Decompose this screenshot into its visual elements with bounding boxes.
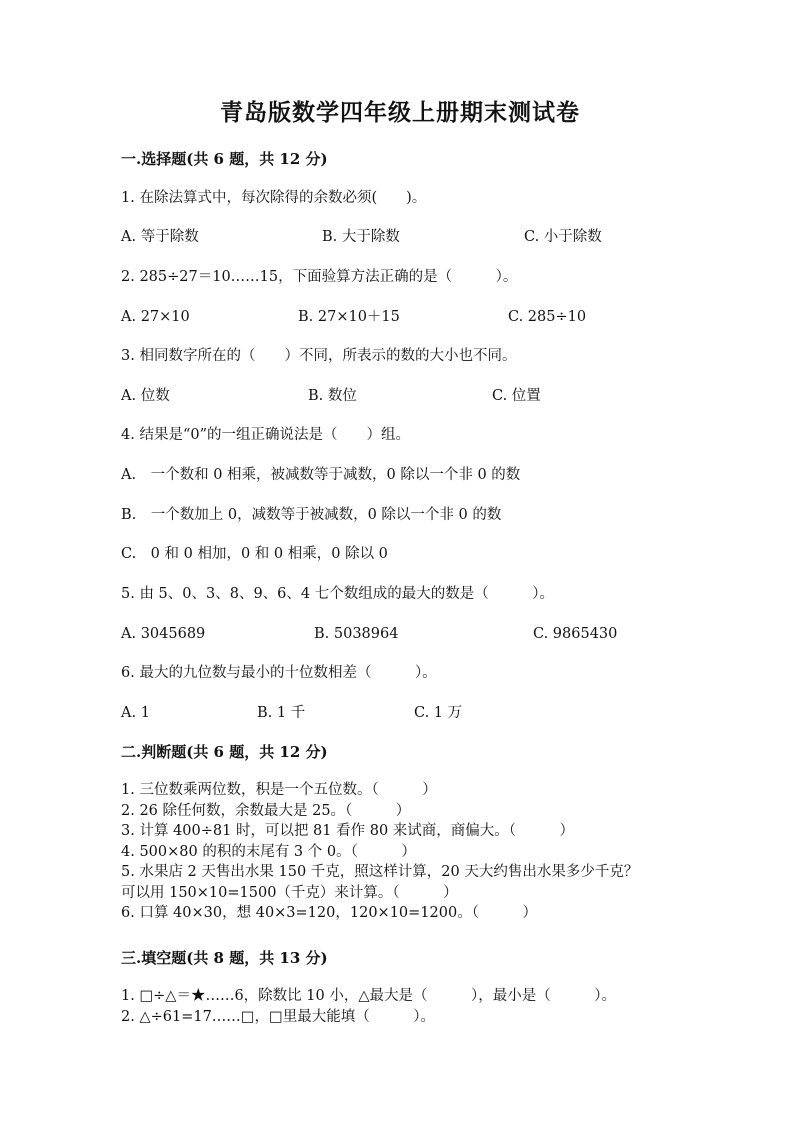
q4-option-a: A. 一个数和 0 相乘，被减数等于减数，0 除以一个非 0 的数: [121, 467, 521, 483]
page-title: 青岛版数学四年级上册期末测试卷: [220, 99, 580, 126]
q2-option-b: B. 27×10＋15: [298, 309, 400, 325]
q3-option-b: B. 数位: [308, 388, 357, 404]
q5-option-c: C. 9865430: [533, 626, 618, 642]
question-6: 6. 最大的九位数与最小的十位数相差（ ）。: [121, 665, 437, 681]
q5-option-b: B. 5038964: [314, 626, 399, 642]
question-3: 3. 相同数字所在的（ ）不同，所表示的数的大小也不同。: [121, 348, 517, 364]
judgement-list: [121, 780, 638, 924]
question-2: 2. 285÷27＝10……15，下面验算方法正确的是（ ）。: [121, 269, 518, 285]
q2-option-a: A. 27×10: [121, 309, 190, 325]
judgement-item-4: 4. 500×80 的积的末尾有 3 个 0。（ ）: [121, 843, 416, 860]
q6-option-c: C. 1 万: [414, 705, 463, 721]
fill-in-item-1: 1. □÷△＝★……6，除数比 10 小，△最大是（ ），最小是（ ）。: [121, 988, 616, 1004]
q4-option-c: C. 0 和 0 相加，0 和 0 相乘，0 除以 0: [121, 546, 388, 562]
q1-option-a: A. 等于除数: [121, 229, 199, 245]
judgement-item-6: 6. 口算 40×30，想 40×3=120，120×10=1200。（ ）: [121, 905, 537, 921]
judgement-item-5-cont: 可以用 150×10=1500（千克）来计算。（ ）: [121, 884, 458, 901]
q3-option-a: A. 位数: [121, 388, 170, 404]
fill-in-list: [121, 986, 616, 1028]
fill-in-item-2: 2. △÷61=17……□，□里最大能填（ ）。: [121, 1009, 435, 1025]
question-5: 5. 由 5、0、3、8、9、6、4 七个数组成的最大的数是（ ）。: [121, 586, 554, 602]
question-1: 1. 在除法算式中，每次除得的余数必须( )。: [121, 190, 427, 206]
q4-option-b: B. 一个数加上 0，减数等于被减数，0 除以一个非 0 的数: [121, 507, 502, 523]
q5-option-a: A. 3045689: [121, 626, 206, 642]
judgement-item-3: 3. 计算 400÷81 时，可以把 81 看作 80 来试商，商偏大。（ ）: [121, 823, 575, 839]
section-heading-choice: 一.选择题(共 6 题，共 12 分): [121, 150, 328, 168]
section-heading-judgement: 二.判断题(共 6 题，共 12 分): [121, 743, 328, 761]
judgement-item-2: 2. 26 除任何数，余数最大是 25。（ ）: [121, 802, 411, 819]
section-heading-fill-in: 三.填空题(共 8 题，共 13 分): [121, 949, 328, 967]
q3-option-c: C. 位置: [492, 388, 541, 404]
q2-option-c: C. 285÷10: [508, 309, 587, 325]
q1-option-c: C. 小于除数: [524, 229, 602, 245]
judgement-item-1: 1. 三位数乘两位数，积是一个五位数。（ ）: [121, 782, 437, 798]
judgement-item-5: 5. 水果店 2 天售出水果 150 千克，照这样计算，20 天大约售出水果多少千克？: [121, 864, 639, 880]
q6-option-a: A. 1: [121, 705, 150, 721]
question-4: 4. 结果是“0”的一组正确说法是（ ）组。: [121, 427, 410, 443]
q6-option-b: B. 1 千: [257, 705, 306, 721]
q1-option-b: B. 大于除数: [322, 229, 400, 245]
